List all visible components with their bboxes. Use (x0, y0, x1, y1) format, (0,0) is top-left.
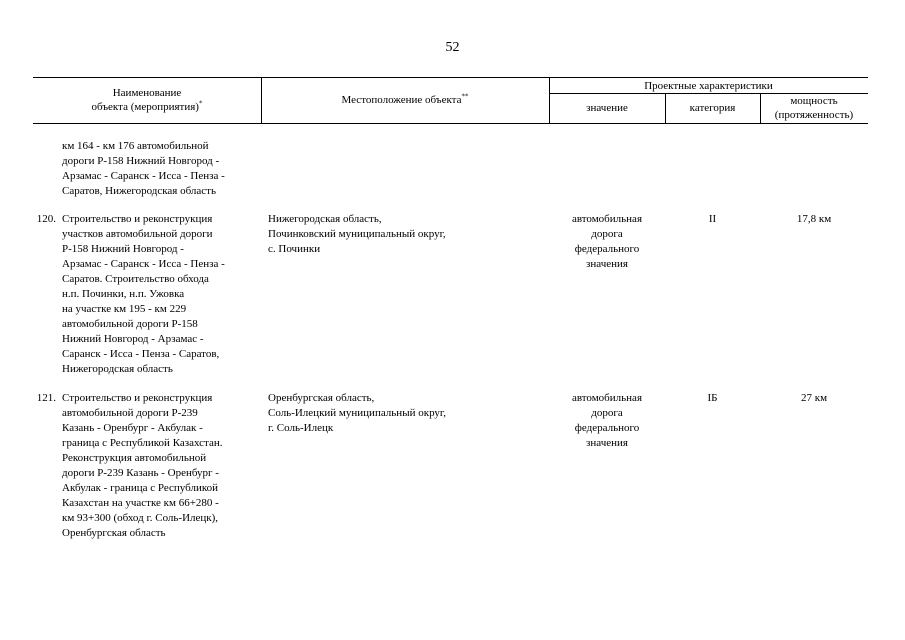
page-number: 52 (445, 40, 460, 55)
row-number: 121. (36, 392, 56, 404)
header-name-line2: объекта (мероприятия) (91, 101, 199, 113)
header-capacity-column (760, 94, 868, 122)
header-name-footnote-mark: * (198, 99, 203, 108)
header-bottom-rule (33, 123, 868, 124)
continuation-name-cell: км 164 - км 176 автомобильной дороги Р-158 Нижний Новгород - Арзамас - Саранск - Исса - Пенза - Саратов, Нижегородская область (62, 140, 225, 197)
header-name-column (33, 86, 261, 114)
header-category-column: категория (689, 102, 736, 114)
row-location-cell: Оренбургская область, Соль-Илецкий муниципальный округ, г. Соль-Илецк (268, 392, 446, 434)
row-number: 120. (36, 213, 56, 225)
header-location-footnote-mark: ** (461, 92, 469, 101)
row-category-cell: II (708, 213, 717, 225)
row-value-cell: автомобильная дорога федерального значения (571, 213, 643, 270)
row-name-cell: Строительство и реконструкция автомобильной дороги Р-239 Казань - Оренбург - Акбулак - граница с Республикой Казахстан. Реконструкция автомобильной дороги Р-239 Казань - Оренбург - Акбулак - граница с Республикой Казахстан на участке км 66+280 - км 93+300 (обход г. Соль-Илецк), Оренбургская область (62, 392, 223, 539)
header-capacity-line2: (протяженность) (774, 109, 854, 121)
header-top-rule (33, 77, 868, 78)
row-location-cell: Нижегородская область, Починковский муниципальный округ, с. Починки (268, 213, 446, 255)
header-name-line2-wrap (33, 100, 261, 114)
header-location-column (261, 93, 549, 107)
row-category-cell: IБ (707, 392, 718, 404)
row-value-cell: автомобильная дорога федерального значения (571, 392, 643, 449)
header-name-line1: Наименование (112, 87, 182, 99)
row-name-cell: Строительство и реконструкция участков автомобильной дороги Р-158 Нижний Новгород - Арзамас - Саранск - Исса - Пенза - Саратов. Строительство обхода н.п. Починки, н.п. Ужовка на участке км 195 - км 229 автомобильной дороги Р-158 Нижний Новгород - Арзамас - Саранск - Исса - Пенза - Саратов, Нижегородская область (62, 213, 225, 375)
header-value-column: значение (586, 102, 628, 114)
row-capacity-cell: 27 км (800, 392, 828, 404)
header-design-group: Проектные характеристики (644, 80, 773, 92)
header-capacity-line1: мощность (790, 95, 838, 107)
header-location-label: Местоположение объекта (341, 94, 462, 106)
row-capacity-cell: 17,8 км (796, 213, 832, 225)
